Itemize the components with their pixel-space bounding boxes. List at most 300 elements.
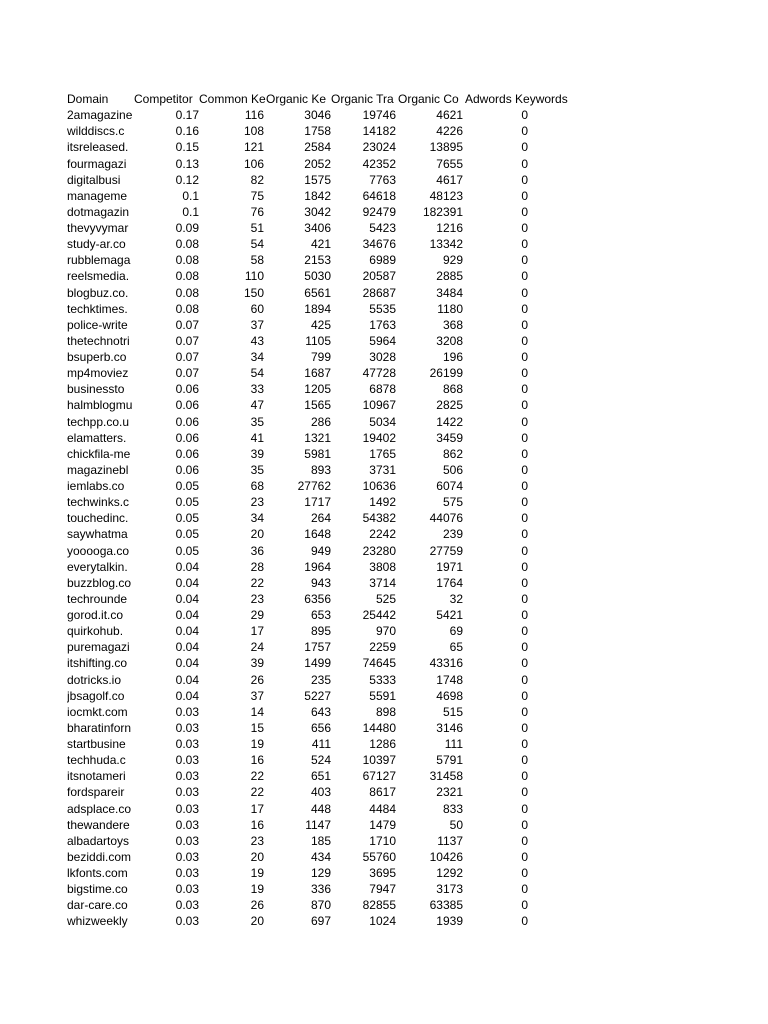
organic-keywords-cell: 6356 [304, 591, 331, 606]
domain-cell: techwinks.c [67, 495, 130, 510]
competitor-cell: 0.1 [182, 204, 199, 219]
domain-cell: iocmkt.com [67, 704, 128, 719]
domain-cell: dar-care.co [67, 898, 128, 913]
domain-cell: elamatters. [67, 430, 127, 445]
organic-traffic-cell: 5535 [369, 301, 396, 316]
organic-keywords-cell: 3406 [304, 221, 331, 235]
common-keywords-cell: 110 [244, 269, 264, 284]
adwords-keywords-cell: 0 [521, 382, 528, 397]
organic-traffic-cell: 34676 [362, 237, 396, 252]
domain-cell: fourmagazi [67, 156, 127, 171]
organic-traffic-cell: 54382 [362, 511, 396, 526]
organic-cost-cell: 239 [442, 527, 463, 542]
competitor-cell: 0.03 [175, 817, 199, 832]
organic-traffic-cell: 47728 [362, 366, 396, 381]
organic-keywords-cell: 651 [310, 769, 331, 784]
organic-cost-cell: 13895 [429, 140, 463, 155]
domain-cell: techpp.co.u [67, 414, 130, 429]
competitor-cell: 0.04 [175, 688, 199, 703]
organic-cost-cell: 4698 [436, 688, 463, 703]
adwords-keywords-cell: 0 [521, 737, 528, 751]
common-keywords-cell: 37 [250, 688, 264, 703]
header-competitor: Competitor [134, 92, 193, 106]
organic-cost-cell: 6074 [436, 479, 463, 493]
organic-traffic-cell: 4484 [369, 801, 396, 816]
organic-keywords-cell: 2052 [304, 156, 331, 171]
organic-traffic-cell: 82855 [362, 898, 396, 913]
domain-cell: bsuperb.co [67, 350, 127, 364]
common-keywords-cell: 39 [250, 656, 264, 671]
common-keywords-cell: 23 [250, 495, 264, 510]
common-keywords-cell: 75 [250, 188, 264, 203]
competitor-cell: 0.03 [175, 753, 199, 768]
organic-traffic-cell: 19746 [362, 108, 396, 123]
adwords-keywords-cell: 0 [521, 366, 528, 381]
adwords-keywords-cell: 0 [521, 285, 528, 300]
competitor-cell: 0.03 [175, 801, 199, 816]
domain-cell: rubblemaga [67, 253, 131, 268]
domain-cell: buzzblog.co [67, 575, 132, 590]
organic-cost-cell: 1764 [436, 575, 463, 590]
common-keywords-cell: 41 [250, 430, 264, 445]
common-keywords-cell: 60 [250, 301, 264, 316]
competitor-cell: 0.04 [175, 608, 199, 622]
adwords-keywords-cell: 0 [521, 414, 528, 429]
common-keywords-cell: 24 [250, 640, 264, 655]
organic-cost-cell: 368 [442, 317, 463, 332]
domain-cell: thevyvymar [67, 221, 129, 235]
organic-keywords-cell: 1205 [304, 382, 331, 397]
organic-cost-cell: 65 [449, 640, 463, 655]
common-keywords-cell: 76 [250, 204, 264, 219]
competitor-cell: 0.06 [175, 462, 199, 477]
organic-cost-cell: 10426 [429, 849, 463, 864]
common-keywords-cell: 33 [250, 382, 264, 397]
organic-keywords-cell: 1105 [305, 333, 331, 348]
organic-traffic-cell: 10967 [362, 398, 396, 413]
domain-cell: digitalbusi [67, 172, 121, 187]
domain-cell: whizweekly [67, 914, 128, 929]
common-keywords-cell: 51 [250, 221, 264, 235]
adwords-keywords-cell: 0 [521, 333, 528, 348]
organic-keywords-cell: 264 [310, 511, 331, 526]
organic-traffic-cell: 970 [375, 624, 396, 639]
domain-cell: yooooga.co [67, 543, 130, 558]
domain-cell: techktimes. [67, 301, 128, 316]
organic-traffic-cell: 14480 [362, 720, 396, 735]
adwords-keywords-cell: 0 [521, 591, 528, 606]
organic-cost-cell: 1939 [436, 914, 463, 929]
organic-cost-cell: 5791 [436, 753, 463, 768]
adwords-keywords-cell: 0 [521, 656, 528, 671]
competitor-cell: 0.03 [175, 866, 199, 880]
adwords-keywords-cell: 0 [521, 511, 528, 526]
organic-cost-cell: 69 [449, 624, 463, 639]
domain-cell: businessto [67, 382, 125, 397]
organic-keywords-cell: 6561 [304, 285, 331, 300]
organic-keywords-cell: 1894 [304, 301, 331, 316]
competitor-cell: 0.03 [175, 785, 199, 800]
competitor-cell: 0.08 [175, 285, 199, 300]
organic-keywords-cell: 403 [310, 785, 331, 800]
organic-cost-cell: 862 [442, 446, 463, 461]
common-keywords-cell: 54 [250, 366, 264, 381]
organic-keywords-cell: 1499 [304, 656, 331, 671]
competitor-cell: 0.03 [175, 849, 199, 864]
adwords-keywords-cell: 0 [521, 237, 528, 252]
common-keywords-cell: 54 [250, 237, 264, 252]
organic-keywords-cell: 235 [310, 672, 331, 687]
adwords-keywords-cell: 0 [521, 640, 528, 655]
adwords-keywords-cell: 0 [521, 479, 528, 493]
competitor-cell: 0.06 [175, 398, 199, 413]
organic-keywords-cell: 5030 [304, 269, 331, 284]
organic-keywords-cell: 1758 [304, 124, 331, 139]
common-keywords-cell: 68 [250, 479, 264, 493]
domain-cell: touchedinc. [67, 511, 129, 526]
common-keywords-cell: 22 [250, 769, 264, 784]
organic-cost-cell: 196 [442, 350, 463, 364]
organic-keywords-cell: 5981 [304, 446, 331, 461]
competitor-cell: 0.03 [175, 898, 199, 913]
header-domain: Domain [67, 91, 134, 107]
organic-traffic-cell: 23024 [362, 140, 396, 155]
organic-traffic-cell: 898 [375, 704, 396, 719]
competitor-cell: 0.06 [175, 382, 199, 397]
competitor-cell: 0.07 [175, 317, 199, 332]
domain-cell: lkfonts.com [67, 866, 128, 880]
organic-keywords-cell: 943 [310, 575, 331, 590]
organic-traffic-cell: 10397 [362, 753, 396, 768]
organic-cost-cell: 506 [442, 462, 463, 477]
competitor-cell: 0.08 [175, 301, 199, 316]
adwords-keywords-cell: 0 [521, 253, 528, 268]
organic-keywords-cell: 1964 [304, 559, 331, 574]
domain-cell: bharatinforn [67, 720, 132, 735]
organic-cost-cell: 111 [444, 737, 463, 751]
organic-keywords-cell: 1565 [304, 398, 331, 413]
adwords-keywords-cell: 0 [521, 301, 528, 316]
organic-cost-cell: 3484 [436, 285, 463, 300]
competitor-cell: 0.04 [175, 575, 199, 590]
organic-traffic-cell: 19402 [362, 430, 396, 445]
competitor-cell: 0.03 [175, 769, 199, 784]
organic-keywords-cell: 1842 [304, 188, 331, 203]
organic-keywords-cell: 1757 [304, 640, 331, 655]
organic-cost-cell: 833 [442, 801, 463, 816]
organic-keywords-cell: 1575 [304, 172, 331, 187]
organic-cost-cell: 44076 [429, 511, 463, 526]
organic-keywords-cell: 27762 [297, 479, 331, 493]
organic-keywords-cell: 949 [310, 543, 331, 558]
organic-keywords-cell: 5227 [304, 688, 331, 703]
domain-cell: gorod.it.co [67, 608, 124, 622]
common-keywords-cell: 19 [250, 882, 264, 897]
organic-cost-cell: 7655 [436, 156, 463, 171]
organic-traffic-cell: 5333 [369, 672, 396, 687]
competitor-cell: 0.07 [175, 350, 199, 364]
competitor-cell: 0.13 [175, 156, 199, 171]
domain-cell: beziddi.com [67, 849, 132, 864]
organic-keywords-cell: 1648 [304, 527, 331, 542]
domain-cell: quirkohub. [67, 624, 124, 639]
adwords-keywords-cell: 0 [521, 898, 528, 913]
competitor-cell: 0.07 [175, 366, 199, 381]
adwords-keywords-cell: 0 [521, 785, 528, 800]
adwords-keywords-cell: 0 [521, 221, 528, 235]
competitor-cell: 0.17 [175, 108, 199, 123]
competitor-cell: 0.1 [182, 188, 199, 203]
organic-cost-cell: 1971 [436, 559, 463, 574]
organic-cost-cell: 4226 [436, 124, 463, 139]
organic-cost-cell: 5421 [436, 608, 463, 622]
competitor-cell: 0.06 [175, 430, 199, 445]
common-keywords-cell: 35 [250, 414, 264, 429]
header-adwords-keywords: Adwords Keywords [465, 91, 585, 107]
competitor-cell: 0.04 [175, 559, 199, 574]
organic-cost-cell: 63385 [429, 898, 463, 913]
adwords-keywords-cell: 0 [521, 914, 528, 929]
organic-traffic-cell: 23280 [362, 543, 396, 558]
organic-cost-cell: 3208 [436, 333, 463, 348]
domain-cell: techhuda.c [67, 753, 126, 768]
organic-keywords-cell: 1321 [304, 430, 331, 445]
organic-keywords-cell: 895 [310, 624, 331, 639]
organic-traffic-cell: 3714 [369, 575, 396, 590]
competitor-cell: 0.05 [175, 495, 199, 510]
common-keywords-cell: 26 [250, 898, 264, 913]
organic-traffic-cell: 10636 [362, 479, 396, 493]
domain-cell: dotmagazin [67, 204, 130, 219]
competitor-cell: 0.03 [175, 737, 199, 751]
competitor-cell: 0.05 [175, 527, 199, 542]
competitor-cell: 0.04 [175, 624, 199, 639]
domain-cell: blogbuz.co. [67, 285, 129, 300]
competitor-cell: 0.04 [175, 656, 199, 671]
organic-keywords-cell: 336 [310, 882, 331, 897]
organic-cost-cell: 13342 [429, 237, 463, 252]
adwords-keywords-cell: 0 [521, 398, 528, 413]
common-keywords-cell: 35 [250, 462, 264, 477]
adwords-keywords-cell: 0 [521, 446, 528, 461]
domain-cell: itsreleased. [67, 140, 129, 155]
organic-traffic-cell: 5591 [369, 688, 396, 703]
common-keywords-cell: 17 [250, 624, 264, 639]
common-keywords-cell: 16 [250, 817, 264, 832]
organic-cost-cell: 515 [442, 704, 463, 719]
organic-keywords-cell: 434 [310, 849, 331, 864]
common-keywords-cell: 47 [250, 398, 264, 413]
adwords-keywords-cell: 0 [521, 882, 528, 897]
organic-traffic-cell: 7763 [369, 172, 396, 187]
organic-traffic-cell: 2242 [369, 527, 396, 542]
competitor-cell: 0.05 [175, 479, 199, 493]
adwords-keywords-cell: 0 [521, 495, 528, 510]
common-keywords-cell: 22 [250, 575, 264, 590]
adwords-keywords-cell: 0 [521, 688, 528, 703]
common-keywords-cell: 23 [250, 591, 264, 606]
domain-cell: study-ar.co [67, 237, 126, 252]
adwords-keywords-cell: 0 [521, 575, 528, 590]
domain-cell: halmblogmu [67, 398, 133, 413]
adwords-keywords-cell: 0 [521, 817, 528, 832]
organic-traffic-cell: 6989 [369, 253, 396, 268]
common-keywords-cell: 121 [243, 140, 264, 155]
common-keywords-cell: 116 [244, 108, 264, 123]
organic-traffic-cell: 55760 [362, 849, 396, 864]
organic-cost-cell: 1216 [436, 221, 463, 235]
domain-cell: saywhatma [67, 527, 128, 542]
domain-cell: thewandere [67, 817, 130, 832]
organic-traffic-cell: 3808 [369, 559, 396, 574]
organic-cost-cell: 929 [442, 253, 463, 268]
common-keywords-cell: 17 [250, 801, 264, 816]
organic-traffic-cell: 92479 [362, 204, 396, 219]
domain-cell: magazinebl [67, 462, 129, 477]
organic-keywords-cell: 129 [310, 866, 331, 880]
organic-traffic-cell: 20587 [362, 269, 396, 284]
common-keywords-cell: 58 [250, 253, 264, 268]
organic-cost-cell: 2885 [436, 269, 463, 284]
organic-traffic-cell: 8617 [369, 785, 396, 800]
common-keywords-cell: 20 [250, 849, 264, 864]
adwords-keywords-cell: 0 [521, 624, 528, 639]
organic-keywords-cell: 425 [310, 317, 331, 332]
adwords-keywords-cell: 0 [521, 527, 528, 542]
organic-keywords-cell: 653 [310, 608, 331, 622]
organic-keywords-cell: 524 [310, 753, 331, 768]
organic-cost-cell: 1180 [437, 301, 463, 316]
organic-keywords-cell: 893 [310, 462, 331, 477]
organic-cost-cell: 2825 [436, 398, 463, 413]
common-keywords-cell: 20 [250, 527, 264, 542]
competitor-cell: 0.08 [175, 253, 199, 268]
organic-cost-cell: 1137 [437, 833, 463, 848]
competitor-cell: 0.07 [175, 333, 199, 348]
organic-cost-cell: 1292 [436, 866, 463, 880]
domain-cell: jbsagolf.co [67, 688, 125, 703]
organic-traffic-cell: 6878 [369, 382, 396, 397]
adwords-keywords-cell: 0 [521, 608, 528, 622]
organic-traffic-cell: 1710 [369, 833, 396, 848]
organic-traffic-cell: 74645 [362, 656, 396, 671]
organic-traffic-cell: 3028 [369, 350, 396, 364]
adwords-keywords-cell: 0 [521, 559, 528, 574]
organic-keywords-cell: 3042 [304, 204, 331, 219]
organic-keywords-cell: 1147 [305, 817, 331, 832]
adwords-keywords-cell: 0 [521, 140, 528, 155]
competitor-cell: 0.03 [175, 882, 199, 897]
competitor-cell: 0.05 [175, 511, 199, 526]
competitor-cell: 0.03 [175, 914, 199, 929]
domain-cell: fordspareir [67, 785, 125, 800]
domain-cell: reelsmedia. [67, 269, 130, 284]
common-keywords-cell: 34 [250, 511, 264, 526]
organic-keywords-cell: 870 [310, 898, 331, 913]
common-keywords-cell: 16 [250, 753, 264, 768]
domain-cell: bigstime.co [67, 882, 128, 897]
organic-cost-cell: 1422 [436, 414, 463, 429]
competitor-cell: 0.08 [175, 237, 199, 252]
organic-keywords-cell: 1687 [304, 366, 331, 381]
organic-cost-cell: 868 [442, 382, 463, 397]
domain-cell: manageme [67, 188, 128, 203]
common-keywords-cell: 43 [250, 333, 264, 348]
organic-traffic-cell: 5423 [369, 221, 396, 235]
header-organic-traffic: Organic Tra [331, 91, 398, 107]
common-keywords-cell: 108 [243, 124, 264, 139]
organic-keywords-cell: 421 [310, 237, 331, 252]
adwords-keywords-cell: 0 [521, 124, 528, 139]
organic-cost-cell: 1748 [436, 672, 463, 687]
common-keywords-cell: 39 [250, 446, 264, 461]
competitor-cell: 0.12 [175, 172, 199, 187]
competitor-cell: 0.08 [175, 269, 199, 284]
domain-cell: itsnotameri [67, 769, 126, 784]
competitor-cell: 0.03 [175, 833, 199, 848]
organic-traffic-cell: 67127 [362, 769, 396, 784]
common-keywords-cell: 28 [250, 559, 264, 574]
competitor-cell: 0.03 [175, 720, 199, 735]
adwords-keywords-cell: 0 [521, 430, 528, 445]
organic-traffic-cell: 1763 [369, 317, 396, 332]
organic-keywords-cell: 3046 [304, 108, 331, 123]
common-keywords-cell: 22 [250, 785, 264, 800]
organic-keywords-cell: 185 [310, 833, 331, 848]
organic-traffic-cell: 5034 [369, 414, 396, 429]
adwords-keywords-cell: 0 [521, 188, 528, 203]
competitor-cell: 0.09 [175, 221, 199, 235]
adwords-keywords-cell: 0 [521, 156, 528, 171]
organic-cost-cell: 3146 [436, 720, 463, 735]
organic-cost-cell: 31458 [429, 769, 463, 784]
organic-cost-cell: 182391 [422, 204, 463, 219]
organic-keywords-cell: 643 [310, 704, 331, 719]
competitor-cell: 0.04 [175, 640, 199, 655]
domain-cell: police-write [67, 317, 128, 332]
adwords-keywords-cell: 0 [521, 172, 528, 187]
domain-cell: techrounde [67, 591, 128, 606]
adwords-keywords-cell: 0 [521, 866, 528, 880]
header-organic-cost: Organic Co [398, 91, 465, 107]
adwords-keywords-cell: 0 [521, 849, 528, 864]
organic-cost-cell: 3173 [436, 882, 463, 897]
organic-traffic-cell: 1492 [369, 495, 396, 510]
domain-cell: albadartoys [67, 833, 130, 848]
organic-cost-cell: 48123 [429, 188, 463, 203]
organic-traffic-cell: 1286 [369, 737, 396, 751]
competitor-cell: 0.05 [175, 543, 199, 558]
organic-keywords-cell: 411 [311, 737, 331, 751]
organic-traffic-cell: 42352 [362, 156, 396, 171]
domain-cell: startbusine [67, 737, 126, 751]
adwords-keywords-cell: 0 [521, 543, 528, 558]
adwords-keywords-cell: 0 [521, 269, 528, 284]
organic-traffic-cell: 1765 [369, 446, 396, 461]
common-keywords-cell: 26 [250, 672, 264, 687]
domain-cell: puremagazi [67, 640, 130, 655]
competitor-cell: 0.04 [175, 591, 199, 606]
organic-traffic-cell: 14182 [362, 124, 396, 139]
competitor-cell: 0.03 [175, 704, 199, 719]
organic-cost-cell: 4617 [436, 172, 463, 187]
adwords-keywords-cell: 0 [521, 462, 528, 477]
organic-traffic-cell: 2259 [369, 640, 396, 655]
organic-cost-cell: 50 [449, 817, 463, 832]
competitor-cell: 0.06 [175, 446, 199, 461]
organic-traffic-cell: 1479 [369, 817, 396, 832]
domain-cell: itshifting.co [67, 656, 128, 671]
